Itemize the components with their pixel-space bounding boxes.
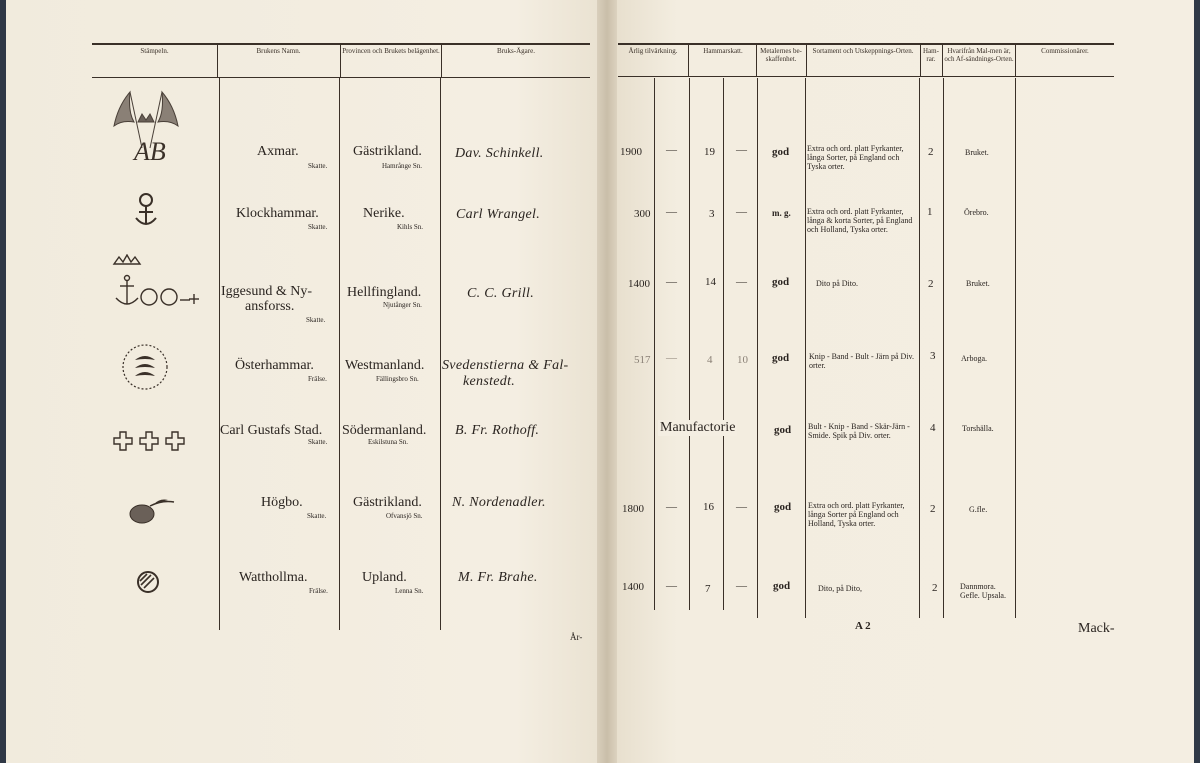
dash: — xyxy=(736,580,747,592)
owner: C. C. Grill. xyxy=(467,286,535,301)
annual-production: 1900 xyxy=(620,146,642,158)
hammer-tax: 4 xyxy=(707,354,713,366)
dash: — xyxy=(666,501,677,513)
header-annual-production: Årlig tilvärkning. xyxy=(628,47,678,55)
dash: — xyxy=(666,144,677,156)
left-scan-edge xyxy=(0,0,6,763)
hammers: 2 xyxy=(928,278,934,290)
parish: Lenna Sn. xyxy=(395,587,424,595)
column-rule xyxy=(339,78,340,630)
dash: — xyxy=(666,276,677,288)
metal-quality: god xyxy=(772,352,790,364)
header-metal-quality: Metalernes be-skaffenhet. xyxy=(760,47,802,63)
ore-origin: Bruket. xyxy=(966,279,990,288)
tenure: Skatte. xyxy=(308,223,328,231)
owner: B. Fr. Rothoff. xyxy=(455,423,540,438)
right-page xyxy=(606,0,1200,763)
rule-header-bottom xyxy=(618,76,1114,77)
province: Westmanland. xyxy=(345,358,425,373)
province: Upland. xyxy=(362,570,407,585)
parish: Hamrånge Sn. xyxy=(382,162,423,170)
header-stamp: Stämpeln. xyxy=(140,47,169,55)
column-rule xyxy=(440,78,441,630)
hdr-divider xyxy=(806,43,807,77)
dash: — xyxy=(666,580,677,592)
signature-mark: A 2 xyxy=(855,620,871,632)
rule-top xyxy=(618,43,1114,45)
owner: N. Nordenadler. xyxy=(452,495,546,510)
hammers: 1 xyxy=(927,206,933,218)
tenure: Skatte. xyxy=(308,438,328,446)
assortment: Knip - Band - Bult - Järn på Div. orter. xyxy=(809,352,915,370)
hammer-tax: 7 xyxy=(705,583,711,595)
ore-origin: G.fle. xyxy=(969,505,988,514)
stamp-flags-ab-icon xyxy=(108,86,184,168)
owner: Svedenstierna & Fal- xyxy=(442,358,569,373)
province: Nerike. xyxy=(363,206,405,221)
hdr-divider xyxy=(688,43,689,77)
column-rule xyxy=(919,78,920,618)
header-ore-origin: Hvarifrån Mal-men är, och Af-sändnings-Orten. xyxy=(944,47,1014,63)
province: Hellfingland. xyxy=(347,285,422,300)
owner: M. Fr. Brahe. xyxy=(458,570,538,585)
ore-origin: Örebro. xyxy=(964,208,989,217)
annual-production: 1400 xyxy=(628,278,650,290)
parish: Ofvansjö Sn. xyxy=(386,512,423,520)
stamp-crown-anchor-icon xyxy=(106,254,202,314)
metal-quality: m. g. xyxy=(772,208,791,218)
svg-text:AB: AB xyxy=(134,137,166,166)
column-rule xyxy=(1015,78,1016,618)
book-gutter xyxy=(597,0,617,763)
province: Gästrikland. xyxy=(353,144,422,159)
owner: Dav. Schinkell. xyxy=(455,146,544,161)
header-works-name: Brukens Namn. xyxy=(256,47,301,55)
assortment: Dito, på Dito, xyxy=(818,584,862,593)
tenure: Skatte. xyxy=(307,512,327,520)
annual-production: 1400 xyxy=(622,581,644,593)
hammer-tax-fraction: 10 xyxy=(737,354,748,366)
works-name: Watthollma. xyxy=(239,570,308,585)
hammer-tax: 14 xyxy=(705,276,716,288)
owner-cont: kenstedt. xyxy=(463,374,516,389)
hammer-tax: 3 xyxy=(709,208,715,220)
ore-origin: Dannmora. Gefle. Upsala. xyxy=(960,582,1006,600)
dash: — xyxy=(736,206,747,218)
header-hammer-tax: Hammarskatt. xyxy=(703,47,743,55)
dash: — xyxy=(736,144,747,156)
metal-quality: god xyxy=(774,501,792,513)
tenure: Frälse. xyxy=(309,587,328,595)
hammers: 2 xyxy=(930,503,936,515)
annual-production: 1800 xyxy=(622,503,644,515)
assortment: Dito på Dito. xyxy=(816,279,858,288)
tenure: Skatte. xyxy=(306,316,326,324)
column-rule xyxy=(757,78,758,618)
parish: Njutånger Sn. xyxy=(383,301,422,309)
column-rule xyxy=(689,78,690,610)
dash: — xyxy=(666,206,677,218)
parish: Kihls Sn. xyxy=(397,223,424,231)
owner: Carl Wrangel. xyxy=(456,207,541,222)
metal-quality: god xyxy=(774,424,792,436)
column-rule xyxy=(805,78,806,618)
hammers: 3 xyxy=(930,350,936,362)
header-hammers: Ham-rar. xyxy=(923,47,939,63)
ore-origin: Arboga. xyxy=(961,354,987,363)
hammer-tax: 16 xyxy=(703,501,714,513)
catchword-right: Mack- xyxy=(1078,621,1115,636)
metal-quality: god xyxy=(772,276,790,288)
dash: — xyxy=(666,352,677,364)
ore-origin: Torshälla. xyxy=(962,424,994,433)
column-rule xyxy=(219,78,220,630)
column-rule xyxy=(943,78,944,618)
hdr-divider xyxy=(756,43,757,77)
works-name: Klockhammar. xyxy=(236,206,319,221)
works-name: Österhammar. xyxy=(235,358,314,373)
parish: Fällingsbro Sn. xyxy=(376,375,419,383)
dash: — xyxy=(736,276,747,288)
metal-quality: god xyxy=(773,580,791,592)
ore-origin: Bruket. xyxy=(965,148,989,157)
hammers: 4 xyxy=(930,422,936,434)
stamp-three-crosses-icon xyxy=(110,428,190,454)
assortment: Bult - Knip - Band - Skär-Järn - Smide. Spik på Div. orter. xyxy=(808,422,910,440)
header-commissioners: Commissionärer. xyxy=(1041,47,1089,55)
metal-quality: god xyxy=(772,146,790,158)
header-assortment: Sortament och Utskeppnings-Orten. xyxy=(812,47,914,55)
dash: — xyxy=(736,501,747,513)
rule-header-bottom xyxy=(92,77,590,78)
annual-production: 300 xyxy=(634,208,651,220)
assortment: Extra och ord. platt Fyrkanter, långa Sorter på England och Holland, Tyska orter. xyxy=(808,501,905,528)
stamp-hatched-circle-icon xyxy=(136,570,160,594)
rule-top xyxy=(92,43,590,45)
hdr-divider xyxy=(942,43,943,77)
works-name: Högbo. xyxy=(261,495,303,510)
header-owner: Bruks-Ägare. xyxy=(497,47,535,55)
assortment: Extra och ord. platt Fyrkanter, långa Sorter, på England och Tyska orter. xyxy=(807,144,904,171)
hammer-tax: 19 xyxy=(704,146,715,158)
right-scan-edge xyxy=(1194,0,1200,763)
works-name: Iggesund & Ny- xyxy=(221,284,312,299)
parish: Eskilstuna Sn. xyxy=(368,438,409,446)
hammers: 2 xyxy=(932,582,938,594)
column-rule xyxy=(654,78,655,610)
works-name: Axmar. xyxy=(257,144,299,159)
assortment: Extra och ord. platt Fyrkanter, långa & korta Sorter, på England och Holland, Tyska orter. xyxy=(807,207,913,234)
tenure: Frälse. xyxy=(308,375,327,383)
annual-production: 517 xyxy=(634,354,651,366)
tenure: Skatte. xyxy=(308,162,328,170)
works-name-cont: ansforss. xyxy=(245,299,295,314)
stamp-wreath-icon xyxy=(120,342,170,392)
hammers: 2 xyxy=(928,146,934,158)
column-rule xyxy=(723,78,724,610)
stamp-anchor-g-icon xyxy=(128,190,164,230)
header-province: Provincen och Brukets belägenhet. xyxy=(342,47,440,55)
province: Södermanland. xyxy=(342,423,427,438)
manufactory-note: Manufactorie xyxy=(660,420,736,435)
province: Gästrikland. xyxy=(353,495,422,510)
hdr-divider xyxy=(340,43,341,78)
stamp-fruit-icon xyxy=(126,496,176,526)
works-name: Carl Gustafs Stad. xyxy=(220,423,323,438)
catchword-left: År- xyxy=(570,632,583,642)
